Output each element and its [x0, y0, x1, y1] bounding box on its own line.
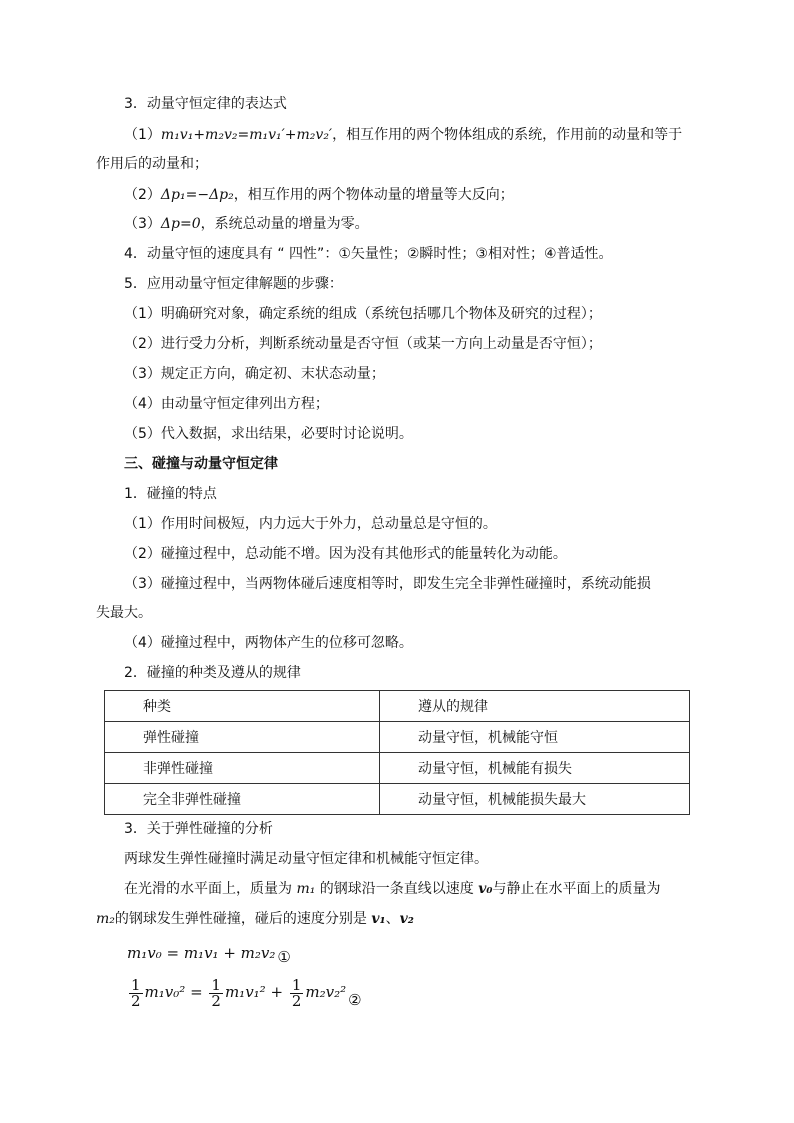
table-row	[105, 784, 690, 815]
term-ke-1: m₁v₁²	[224, 983, 266, 1001]
equation-1-body: m₁v₀ = m₁v₁ + m₂v₂	[127, 944, 276, 962]
table-cell: 动量守恒，机械能损失最大	[380, 784, 690, 815]
step-5: （5）代入数据，求出结果，必要时讨论说明。	[124, 426, 413, 442]
formula-delta-p: Δp₁=−Δp₂	[160, 187, 234, 203]
step-3: （3）规定正方向，确定初、末状态动量；	[124, 366, 385, 382]
text-run: 的钢球发生弹性碰撞，碰后的速度分别是	[114, 911, 372, 927]
step-2: （2）进行受力分析，判断系统动量是否守恒（或某一方向上动量是否守恒）；	[124, 336, 602, 352]
text-run: 与静止在水平面上的质量为	[492, 881, 661, 897]
collision-feature-3-continued: 失最大。	[96, 605, 152, 621]
equals-sign: =	[185, 983, 208, 1001]
expression-1-text: ，相互作用的两个物体组成的系统，作用前的动量和等于	[332, 127, 683, 143]
table-cell: 非弹性碰撞	[105, 753, 380, 784]
heading-4-four-properties: 4．动量守恒的速度具有 “ 四性”：①矢量性；②瞬时性；③相对性；④普适性。	[124, 246, 613, 262]
collision-feature-2: （2）碰撞过程中，总动能不增。因为没有其他形式的能量转化为动能。	[124, 546, 567, 562]
text-run: 、	[385, 911, 400, 927]
collision-feature-4: （4）碰撞过程中，两物体产生的位移可忽略。	[124, 635, 413, 651]
fraction-numerator: 1	[291, 975, 302, 994]
heading-5-steps: 5．应用动量守恒定律解题的步骤：	[124, 276, 343, 292]
expression-3	[124, 215, 369, 233]
term-ke-2: m₂v₂²	[305, 983, 347, 1001]
equation-1-number: ①	[277, 948, 291, 966]
collision-heading-2: 2．碰撞的种类及遵从的规律	[124, 665, 301, 681]
table-cell: 弹性碰撞	[105, 722, 380, 753]
section-3-title: 三、碰撞与动量守恒定律	[124, 456, 278, 472]
step-1: （1）明确研究对象，确定系统的组成（系统包括哪几个物体及研究的过程）；	[124, 306, 602, 322]
table-row	[105, 722, 690, 753]
equation-2-number: ②	[348, 991, 362, 1009]
fraction-half	[209, 975, 223, 1010]
formula-total-delta-p: Δp=0	[160, 216, 201, 232]
collision-feature-3: （3）碰撞过程中，当两物体碰后速度相等时，即发生完全非弹性碰撞时，系统动能损	[124, 576, 651, 592]
table-header-cell: 遵从的规律	[380, 691, 690, 722]
equation-momentum	[127, 944, 291, 966]
expression-3-text: ，系统总动量的增量为零。	[200, 216, 369, 232]
expression-1-continued: 作用后的动量和；	[96, 156, 208, 172]
fraction-denominator: 2	[131, 991, 141, 1010]
elastic-setup-line-1	[124, 880, 661, 898]
collision-types-table	[104, 690, 690, 815]
velocity-v2: v₂	[399, 911, 414, 927]
collision-feature-1: （1）作用时间极短，内力远大于外力，总动量总是守恒的。	[124, 516, 497, 532]
table-cell: 动量守恒，机械能守恒	[380, 722, 690, 753]
expression-1	[124, 126, 682, 144]
fraction-numerator: 1	[131, 975, 141, 994]
table-cell: 完全非弹性碰撞	[105, 784, 380, 815]
elastic-intro: 两球发生弹性碰撞时满足动量守恒定律和机械能守恒定律。	[124, 851, 488, 867]
velocity-v0: v₀	[478, 881, 493, 897]
fraction-numerator: 1	[211, 975, 221, 994]
mass-m2: m₂	[96, 911, 115, 927]
term-initial-ke: m₁v₀²	[144, 983, 186, 1001]
fraction-half	[290, 975, 304, 1010]
expression-2-text: ，相互作用的两个物体动量的增量等大反向；	[233, 187, 514, 203]
item-number: （2）	[124, 187, 161, 203]
item-number: （1）	[124, 127, 161, 143]
expression-2	[124, 186, 514, 204]
text-run: 在光滑的水平面上，质量为	[124, 881, 297, 897]
mass-m1: m₁	[296, 881, 316, 897]
table-header-cell: 种类	[105, 691, 380, 722]
velocity-v1: v₁	[371, 911, 386, 927]
heading-3-expressions: 3．动量守恒定律的表达式	[124, 96, 287, 112]
table-header-row	[105, 691, 690, 722]
plus-sign: +	[265, 983, 288, 1001]
formula-momentum-conservation: m₁v₁+m₂v₂=m₁v₁′+m₂v₂′	[160, 127, 333, 143]
elastic-setup-line-2	[96, 910, 414, 928]
table-row	[105, 753, 690, 784]
table-cell: 动量守恒，机械能有损失	[380, 753, 690, 784]
text-run: 的钢球沿一条直线以速度	[315, 881, 479, 897]
item-number: （3）	[124, 216, 161, 232]
fraction-denominator: 2	[291, 991, 302, 1010]
collision-heading-1: 1．碰撞的特点	[124, 486, 217, 502]
fraction-denominator: 2	[211, 991, 221, 1010]
step-4: （4）由动量守恒定律列出方程；	[124, 396, 329, 412]
fraction-half	[129, 975, 143, 1010]
equation-energy	[127, 976, 362, 1009]
collision-heading-3: 3．关于弹性碰撞的分析	[124, 821, 273, 837]
